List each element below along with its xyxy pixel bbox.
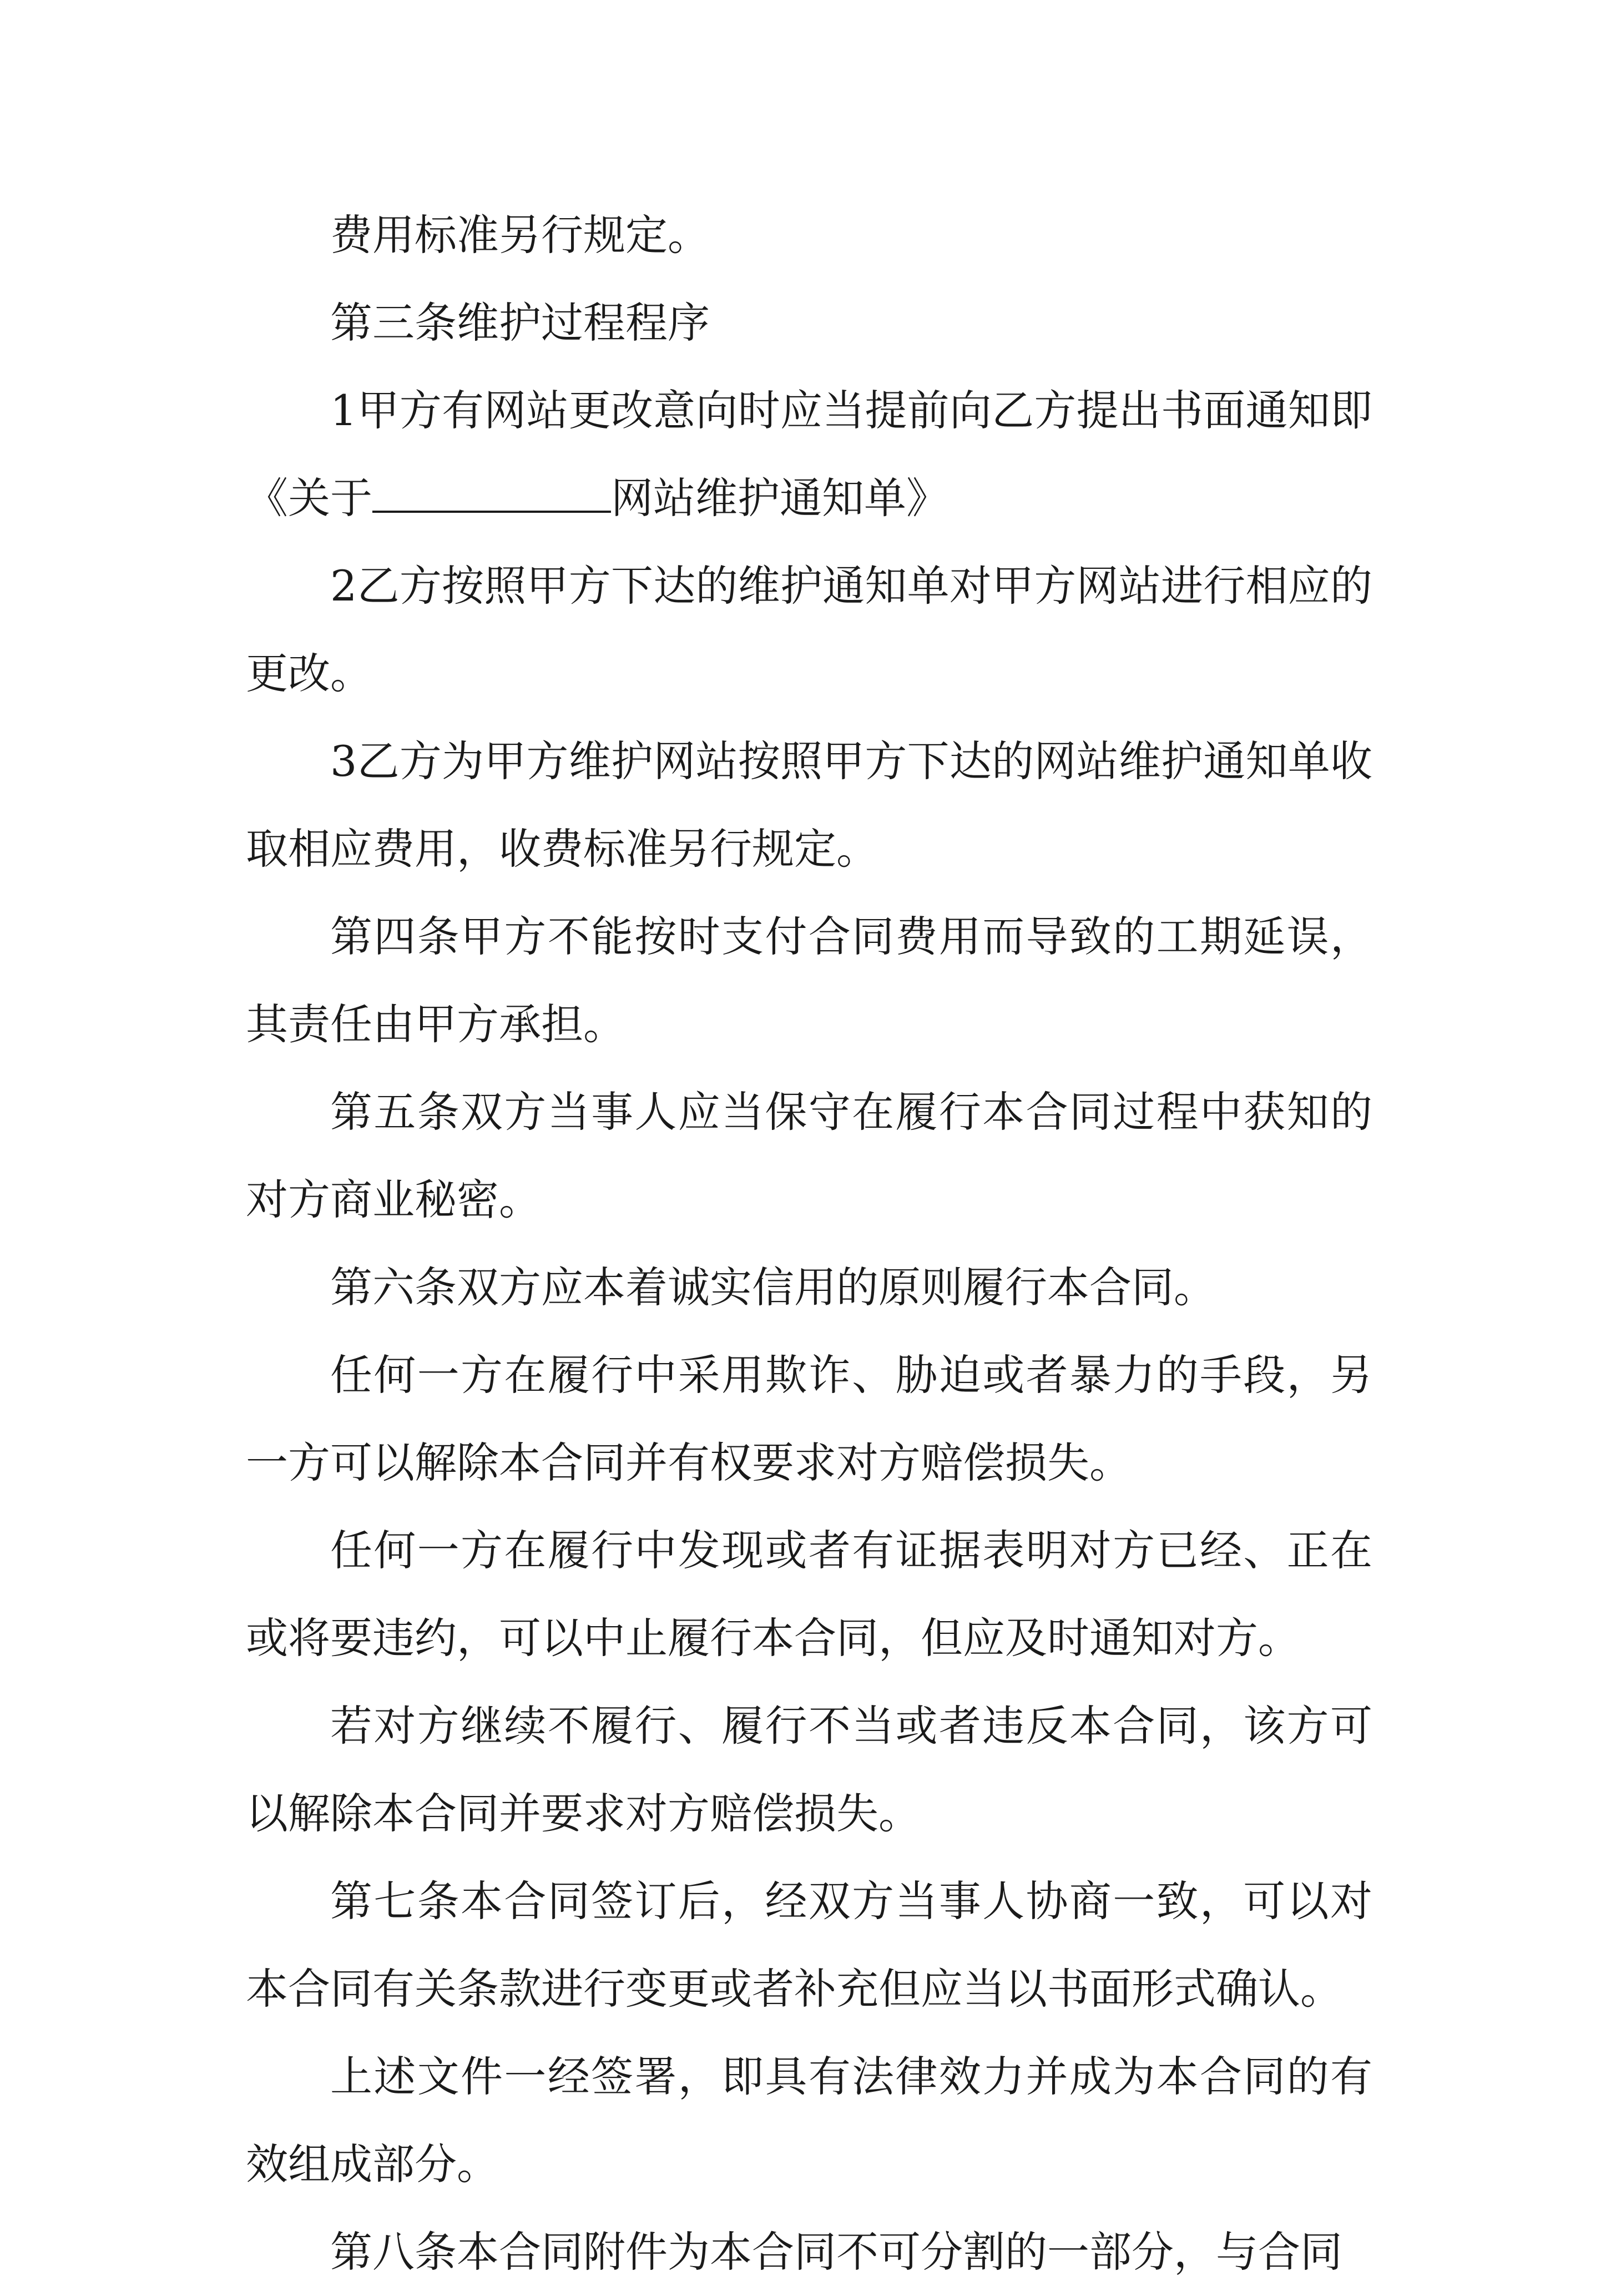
paragraph-article-6-clause-3: 若对方继续不履行、履行不当或者违反本合同，该方可以解除本合同并要求对方赔偿损失。 [246, 1701, 1372, 1838]
paragraph-article-6-clause-1: 任何一方在履行中采用欺诈、胁迫或者暴力的手段，另一方可以解除本合同并有权要求对方赔偿损失。 [246, 1350, 1372, 1487]
paragraph-article-3-item-1 [246, 367, 1372, 542]
paragraph-article-4: 第四条甲方不能按时支付合同费用而导致的工期延误，其责任由甲方承担。 [246, 912, 1372, 1049]
paragraph-fee-standard: 费用标准另行规定。 [330, 210, 710, 260]
paragraph-article-6-clause-2: 任何一方在履行中发现或者有证据表明对方已经、正在或将要违约，可以中止履行本合同，但应及时通知对方。 [246, 1526, 1372, 1663]
paragraph-article-3-item-1-text: 1甲方有网站更改意向时应当提前向乙方提出书面通知即《关于 [246, 386, 1372, 523]
document-body [246, 191, 1372, 2296]
paragraph-article-3-item-3: 3乙方为甲方维护网站按照甲方下达的网站维护通知单收取相应费用，收费标准另行规定。 [246, 736, 1372, 874]
paragraph-article-5: 第五条双方当事人应当保守在履行本合同过程中获知的对方商业秘密。 [246, 1087, 1372, 1224]
paragraph-article-6: 第六条双方应本着诚实信用的原则履行本合同。 [330, 1263, 1216, 1312]
fill-in-blank-line [372, 499, 611, 513]
paragraph-article-3-heading: 第三条维护过程程序 [330, 298, 710, 347]
paragraph-article-3-item-1-tail: 网站维护通知单》 [611, 473, 948, 523]
paragraph-article-8: 第八条本合同附件为本合同不可分割的一部分，与合同 [330, 2227, 1342, 2277]
paragraph-article-7: 第七条本合同签订后，经双方当事人协商一致，可以对本合同有关条款进行变更或者补充但应当以书面形式确认。 [246, 1876, 1372, 2014]
paragraph-article-7-clause: 上述文件一经签署，即具有法律效力并成为本合同的有效组成部分。 [246, 2052, 1372, 2189]
paragraph-article-3-item-2: 2乙方按照甲方下达的维护通知单对甲方网站进行相应的更改。 [246, 561, 1372, 698]
